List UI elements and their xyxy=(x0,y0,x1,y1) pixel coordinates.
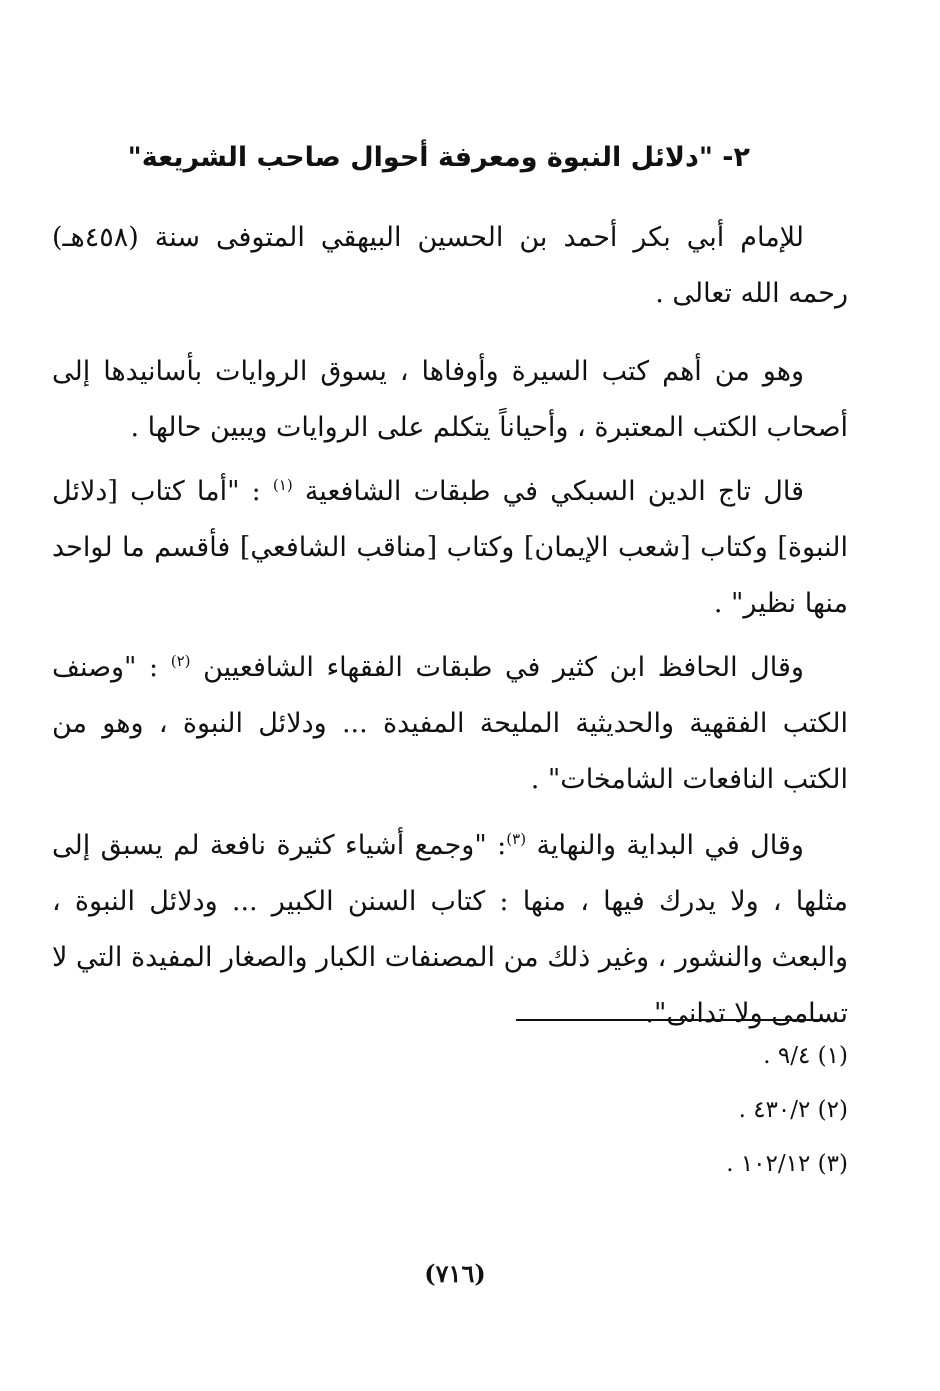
paragraph-1 xyxy=(52,210,848,322)
paragraph-text xyxy=(52,818,848,1042)
paragraph-text-before: قال تاج الدين السبكي في طبقات الشافعية xyxy=(304,476,804,507)
footnote-reference-1[interactable]: (١) xyxy=(272,476,293,494)
paragraph-text-after: : "وصنف الكتب الفقهية والحديثية المليحة المفيدة ... ودلائل النبوة ، وهو من الكتب النافعات الشامخات" . xyxy=(52,652,848,795)
paragraph-text-after: : "وجمع أشياء كثيرة نافعة لم يسبق إلى مثلها ، ولا يدرك فيها ، منها : كتاب السنن الكبير ... ودلائل النبوة ، والبعث والنشور ، وغير ذلك من المصنفات الكبار والصغار المفيدة التي لا تسامى ولا تدانى". xyxy=(52,830,848,1029)
paragraph-text-before: وقال الحافظ ابن كثير في طبقات الفقهاء الشافعيين xyxy=(203,652,804,683)
footnote-2: (٢) ٤٣٠/٢ . xyxy=(738,1097,848,1123)
paragraph-5 xyxy=(52,818,848,1042)
footnote-divider xyxy=(516,1019,828,1021)
paragraph-text xyxy=(52,640,848,808)
paragraph-4 xyxy=(52,640,848,808)
footnote-3: (٣) ١٠٢/١٢ . xyxy=(726,1151,848,1177)
paragraph-3 xyxy=(52,464,848,632)
paragraph-2 xyxy=(52,344,848,456)
section-heading: ٢- "دلائل النبوة ومعرفة أحوال صاحب الشريعة" xyxy=(127,142,750,173)
paragraph-text-after: : "أما كتاب [دلائل النبوة] وكتاب [شعب الإيمان] وكتاب [مناقب الشافعي] فأقسم ما لواحد منها نظير" . xyxy=(52,476,848,619)
paragraph-text xyxy=(52,464,848,632)
footnote-1: (١) ٩/٤ . xyxy=(763,1043,848,1069)
footnote-reference-2[interactable]: (٢) xyxy=(170,652,191,670)
paragraph-text: للإمام أبي بكر أحمد بن الحسين البيهقي المتوفى سنة (٤٥٨هـ) رحمه الله تعالى . xyxy=(52,222,848,309)
page-number: (٧١٦) xyxy=(424,1259,486,1288)
paragraph-text-before: وقال في البداية والنهاية xyxy=(536,830,804,861)
paragraph-text: وهو من أهم كتب السيرة وأوفاها ، يسوق الروايات بأسانيدها إلى أصحاب الكتب المعتبرة ، وأحياناً يتكلم على الروايات ويبين حالها . xyxy=(52,356,848,443)
footnote-reference-3[interactable]: (٣) xyxy=(506,830,527,848)
